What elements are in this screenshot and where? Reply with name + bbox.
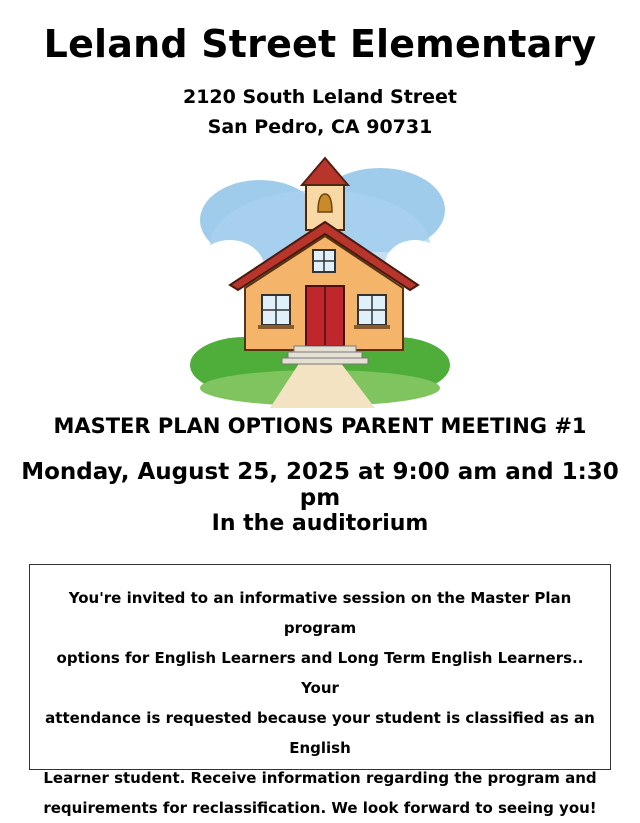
address-line-2: San Pedro, CA 90731 bbox=[207, 116, 433, 138]
schoolhouse-illustration bbox=[190, 150, 450, 410]
invitation-box bbox=[29, 564, 611, 817]
school-name: Leland Street Elementary bbox=[43, 22, 597, 66]
meeting-location: In the auditorium bbox=[211, 511, 429, 536]
meeting-title: MASTER PLAN OPTIONS PARENT MEETING #1 bbox=[53, 414, 587, 438]
address-line-1: 2120 South Leland Street bbox=[182, 86, 458, 108]
front-steps bbox=[282, 346, 368, 364]
bell-icon bbox=[318, 194, 332, 212]
bell-tower bbox=[302, 158, 348, 230]
meeting-date-time: Monday, August 25, 2025 at 9:00 am and 1:30 pm bbox=[21, 459, 619, 511]
invitation-text: You're invited to an informative session on the Master Plan program options for English Learners and Long Term English Learners.. Your attendance is requested because your student is classified as an English Learner student. Receive information regarding the program and requirements for reclassification. We look forward to seeing you! bbox=[43, 589, 597, 817]
